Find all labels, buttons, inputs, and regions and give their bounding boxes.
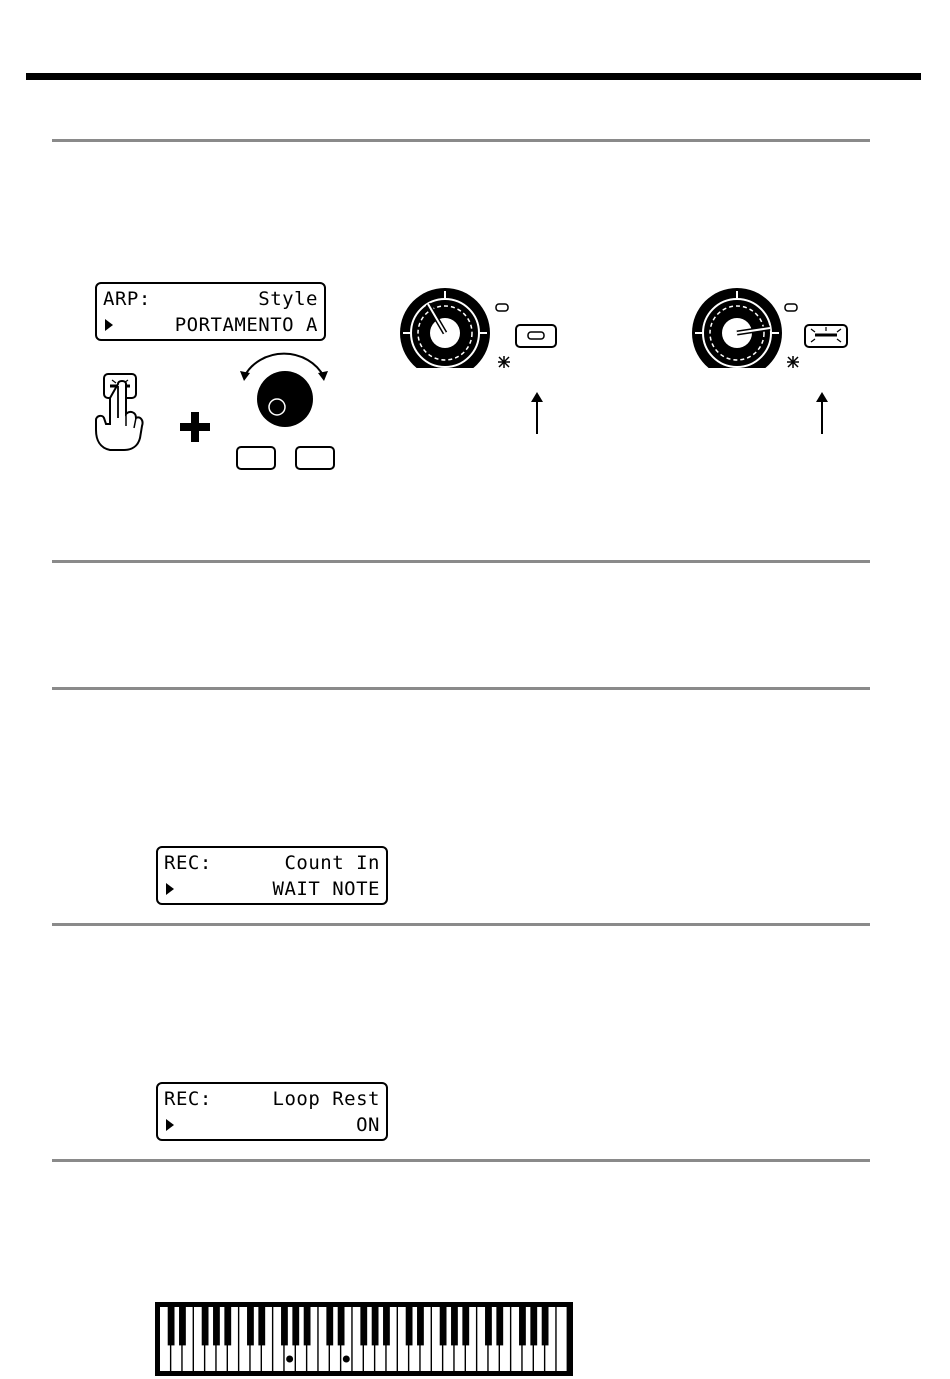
cursor-triangle-icon (105, 319, 113, 331)
lcd-line1-right: Loop Rest (272, 1088, 380, 1110)
knob-icon (692, 288, 792, 383)
key-marker-dot (343, 1356, 350, 1363)
black-key (440, 1307, 447, 1345)
black-key (258, 1307, 265, 1345)
black-key (213, 1307, 220, 1345)
value-dial-icon[interactable] (240, 355, 330, 430)
indicator-led-icon (785, 304, 851, 374)
arrow-up-icon (530, 392, 544, 434)
black-key (224, 1307, 231, 1345)
black-key (383, 1307, 390, 1345)
keyboard-icon (155, 1302, 573, 1376)
black-key (168, 1307, 175, 1345)
black-key (281, 1307, 288, 1345)
black-key (247, 1307, 254, 1345)
lcd-line1-right: Style (258, 288, 318, 310)
lcd-line1-left: ARP: (103, 288, 151, 310)
black-key (179, 1307, 186, 1345)
lcd-line2-value: WAIT NOTE (272, 878, 380, 900)
section-divider (52, 687, 870, 690)
indicator-led-icon (496, 304, 560, 374)
lcd-line1-right: Count In (284, 852, 380, 874)
black-key (304, 1307, 311, 1345)
hand-pressing-button-icon (88, 368, 148, 458)
cursor-triangle-icon (166, 1119, 174, 1131)
header-bar (26, 73, 921, 80)
section-divider (52, 560, 870, 563)
white-key (557, 1307, 567, 1371)
black-key (338, 1307, 345, 1345)
section-divider (52, 1159, 870, 1162)
section-divider (52, 923, 870, 926)
dec-button-icon[interactable] (236, 446, 276, 470)
key-marker-dot (286, 1356, 293, 1363)
black-key (292, 1307, 299, 1345)
black-key (202, 1307, 209, 1345)
black-key (326, 1307, 333, 1345)
lcd-line2-value: ON (356, 1114, 380, 1136)
black-key (519, 1307, 526, 1345)
lcd-display-rec-count-in (156, 846, 388, 905)
inc-button-icon[interactable] (295, 446, 335, 470)
lcd-display-rec-loop-rest (156, 1082, 388, 1141)
black-key (496, 1307, 503, 1345)
black-key (530, 1307, 537, 1345)
lcd-line1-left: REC: (164, 1088, 212, 1110)
black-key (485, 1307, 492, 1345)
cursor-triangle-icon (166, 883, 174, 895)
arrow-up-icon (815, 392, 829, 434)
section-divider (52, 139, 870, 142)
lcd-display-arp-style (95, 282, 326, 341)
knob-icon (400, 288, 500, 383)
lcd-line2-value: PORTAMENTO A (174, 314, 318, 336)
black-key (360, 1307, 367, 1345)
black-key (462, 1307, 469, 1345)
plus-icon (180, 412, 210, 442)
black-key (372, 1307, 379, 1345)
black-key (417, 1307, 424, 1345)
lcd-line1-left: REC: (164, 852, 212, 874)
black-key (406, 1307, 413, 1345)
black-key (451, 1307, 458, 1345)
black-key (542, 1307, 549, 1345)
